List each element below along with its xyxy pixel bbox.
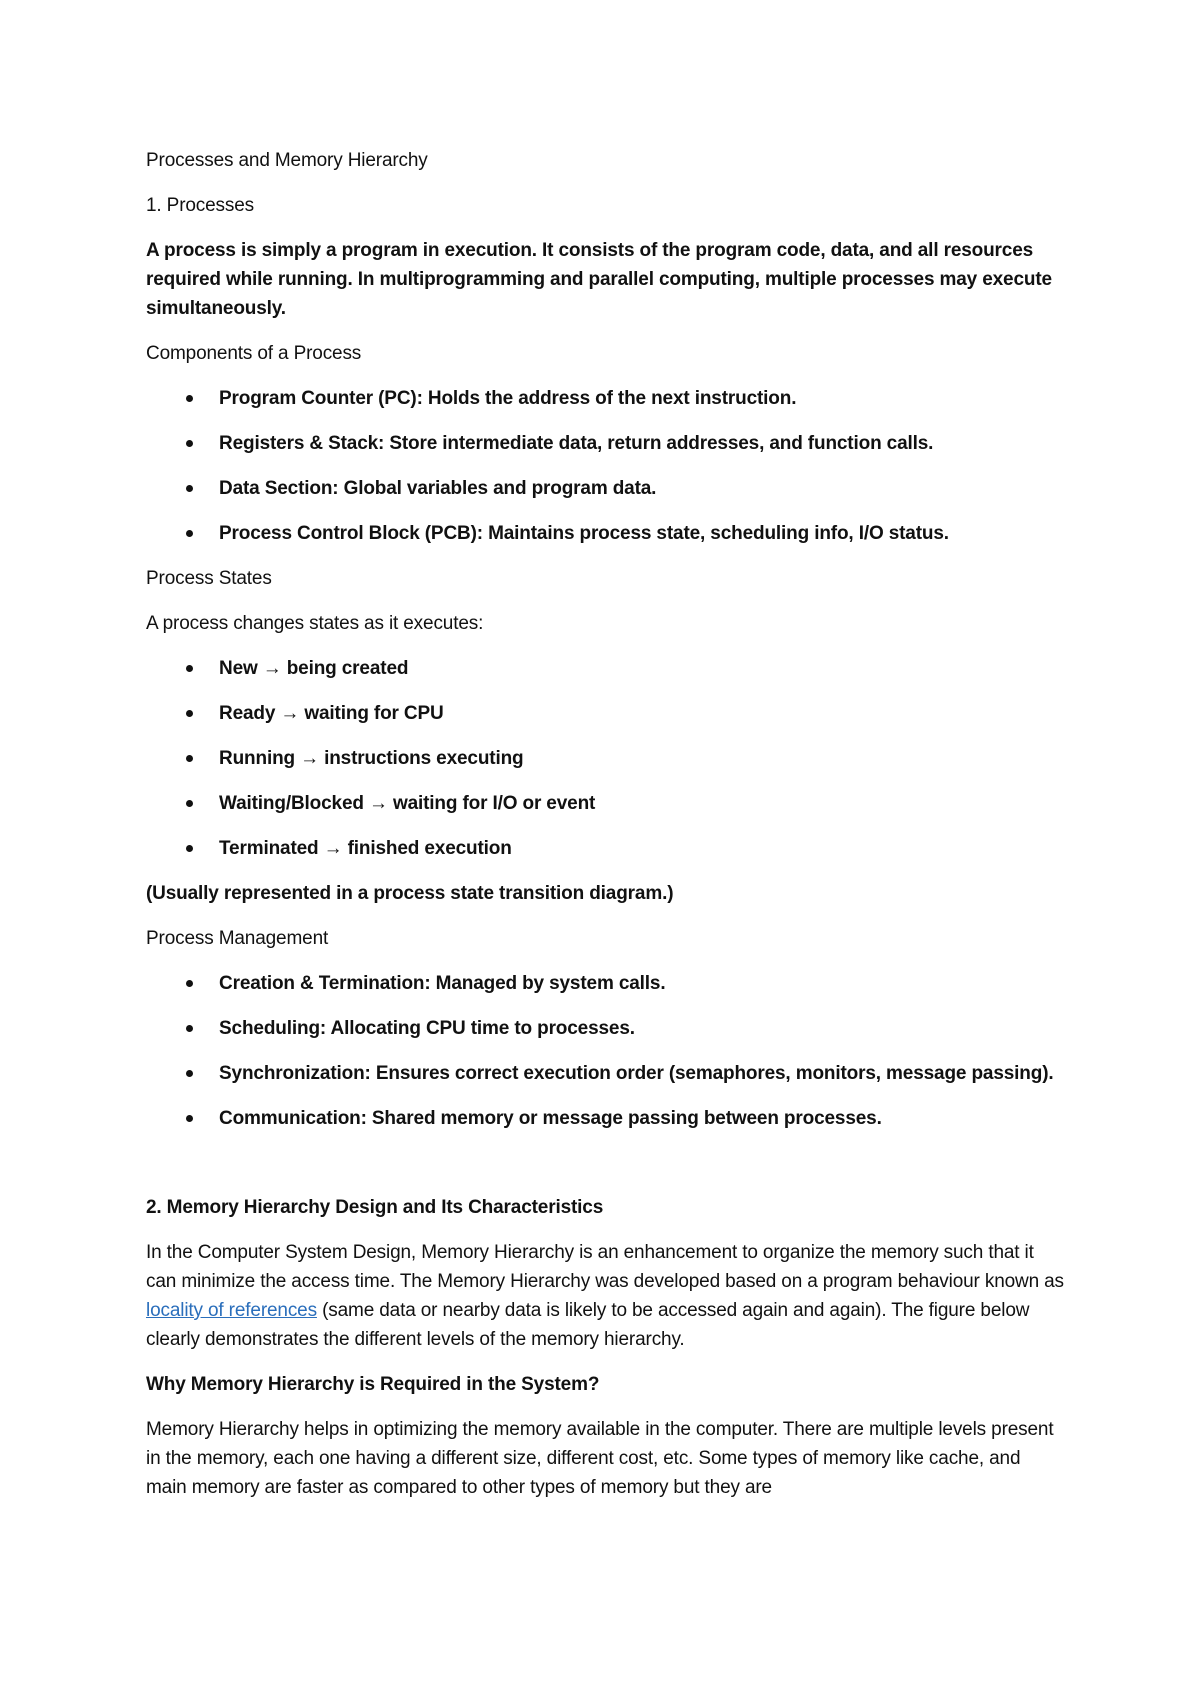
list-item — [146, 654, 1066, 683]
states-list — [146, 654, 1066, 863]
memory-intro-text-1: In the Computer System Design, Memory Hierarchy is an enhancement to organize the memory such that it can minimize the access time. The Memory Hierarchy was developed based on a program behaviour known as — [146, 1242, 1064, 1292]
list-item — [146, 834, 1066, 863]
list-item — [146, 744, 1066, 773]
states-intro: A process changes states as it executes: — [146, 613, 484, 634]
bullet-icon — [186, 1025, 193, 1032]
list-item-text: Ready → waiting for CPU — [219, 703, 444, 724]
list-item-text: Terminated → finished execution — [219, 838, 512, 859]
list-item — [146, 699, 1066, 728]
process-intro-paragraph: A process is simply a program in execution. It consists of the program code, data, and all resources required while running. In multiprogramming and parallel computing, multiple processes may execute simultaneously. — [146, 240, 1052, 319]
list-item — [146, 789, 1066, 818]
states-note: (Usually represented in a process state transition diagram.) — [146, 883, 674, 904]
memory-intro-paragraph — [146, 1238, 1066, 1354]
list-item-text: Program Counter (PC): Holds the address of the next instruction. — [219, 388, 797, 409]
bullet-icon — [186, 845, 193, 852]
bullet-icon — [186, 1070, 193, 1077]
bullet-icon — [186, 800, 193, 807]
list-item — [146, 1059, 1066, 1088]
locality-of-references-link[interactable]: locality of references — [146, 1300, 317, 1321]
list-item — [146, 474, 1066, 503]
list-item-text: New → being created — [219, 658, 409, 679]
bullet-icon — [186, 665, 193, 672]
section-spacer — [146, 1149, 1066, 1193]
list-item — [146, 1104, 1066, 1133]
section-1-heading: 1. Processes — [146, 195, 255, 216]
components-list — [146, 384, 1066, 548]
list-item-text: Scheduling: Allocating CPU time to processes. — [219, 1018, 635, 1039]
list-item — [146, 1014, 1066, 1043]
list-item-text: Running → instructions executing — [219, 748, 524, 769]
bullet-icon — [186, 395, 193, 402]
list-item-text: Waiting/Blocked → waiting for I/O or event — [219, 793, 596, 814]
bullet-icon — [186, 530, 193, 537]
bullet-icon — [186, 710, 193, 717]
list-item-text: Process Control Block (PCB): Maintains process state, scheduling info, I/O status. — [219, 523, 949, 544]
memory-intro-text-2: (same data or nearby data is likely to be accessed again and again). The figure below clearly demonstrates the different levels of the memory hierarchy. — [146, 1300, 1030, 1350]
states-heading: Process States — [146, 568, 272, 589]
section-2-heading: 2. Memory Hierarchy Design and Its Characteristics — [146, 1197, 604, 1218]
document-title: Processes and Memory Hierarchy — [146, 150, 428, 171]
document-page — [146, 146, 1066, 1518]
list-item-text: Data Section: Global variables and program data. — [219, 478, 657, 499]
management-list — [146, 969, 1066, 1133]
list-item-text: Communication: Shared memory or message passing between processes. — [219, 1108, 882, 1129]
bullet-icon — [186, 980, 193, 987]
list-item-text: Registers & Stack: Store intermediate data, return addresses, and function calls. — [219, 433, 934, 454]
bullet-icon — [186, 1115, 193, 1122]
list-item-text: Synchronization: Ensures correct execution order (semaphores, monitors, message passing). — [219, 1063, 1054, 1084]
why-paragraph: Memory Hierarchy helps in optimizing the memory available in the computer. There are multiple levels present in the memory, each one having a different size, different cost, etc. Some types of memory like cache, and main memory are faster as compared to other types of memory but they are — [146, 1419, 1054, 1498]
why-heading: Why Memory Hierarchy is Required in the System? — [146, 1374, 600, 1395]
management-heading: Process Management — [146, 928, 329, 949]
components-heading: Components of a Process — [146, 343, 362, 364]
bullet-icon — [186, 485, 193, 492]
list-item — [146, 969, 1066, 998]
list-item — [146, 519, 1066, 548]
bullet-icon — [186, 755, 193, 762]
bullet-icon — [186, 440, 193, 447]
list-item-text: Creation & Termination: Managed by system calls. — [219, 973, 666, 994]
list-item — [146, 384, 1066, 413]
list-item — [146, 429, 1066, 458]
